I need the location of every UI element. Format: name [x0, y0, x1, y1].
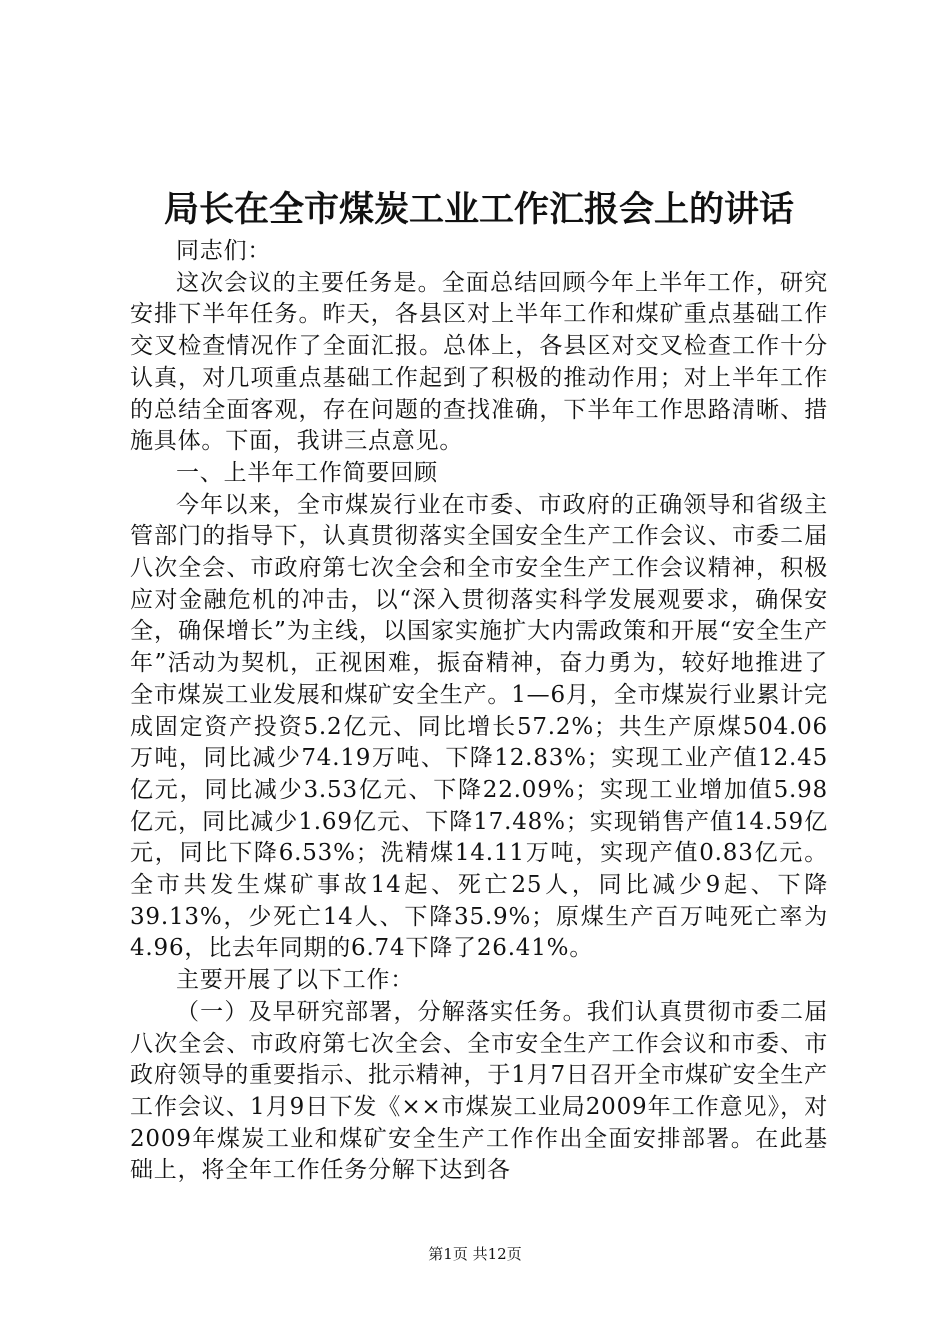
paragraph-intro: 这次会议的主要任务是。全面总结回顾今年上半年工作，研究安排下半年任务。昨天，各县区对上半年工作和煤矿重点基础工作交叉检查情况作了全面汇报。总体上，各县区对交叉检查工作十分认真，对几项重点基础工作起到了积极的推动作用；对上半年工作的总结全面客观，存在问题的查找准确，下半年工作思路清晰、措施具体。下面，我讲三点意见。	[130, 269, 828, 455]
page-number: 第1页 共12页	[428, 1245, 522, 1263]
document-body	[130, 236, 828, 1187]
salutation: 同志们：	[176, 238, 272, 264]
section-heading: 一、上半年工作简要回顾	[176, 459, 438, 486]
paragraph-review: 今年以来，全市煤炭行业在市委、市政府的正确领导和省级主管部门的指导下，认真贯彻落实全国安全生产工作会议、市委二届八次全会、市政府第七次全会和全市安全生产工作会议精神，积极应对金融危机的冲击，以“深入贯彻落实科学发展观要求，确保安全，确保增长”为主线，以国家实施扩大内需政策和开展“安全生产年”活动为契机，正视困难，振奋精神，奋力勇为，较好地推进了全市煤炭工业发展和煤矿安全生产。1—6月，全市煤炭行业累计完成固定资产投资5.2亿元、同比增长57.2%；共生产原煤504.06万吨，同比减少74.19万吨、下降12.83%；实现工业产值12.45亿元，同比减少3.53亿元、下降22.09%；实现工业增加值5.98亿元，同比减少1.69亿元、下降17.48%；实现销售产值14.59亿元，同比下降6.53%；洗精煤14.11万吨，实现产值0.83亿元。全市共发生煤矿事故14起、死亡25人，同比减少9起、下降39.13%，少死亡14人、下降35.9%；原煤生产百万吨死亡率为4.96，比去年同期的6.74下降了26.41%。	[130, 491, 828, 962]
paragraph-lead-in: 主要开展了以下工作：	[176, 967, 414, 994]
paragraph-item-1: （一）及早研究部署，分解落实任务。我们认真贯彻市委二届八次全会、市政府第七次全会、全市安全生产工作会议和市委、市政府领导的重要指示、批示精神，于1月7日召开全市煤矿安全生产工作会议、1月9日下发《××市煤炭工业局2009年工作意见》，对2009年煤炭工业和煤矿安全生产工作作出全面安排部署。在此基础上，将全年工作任务分解下达到各	[130, 998, 828, 1184]
page-title: 局长在全市煤炭工业工作汇报会上的讲话	[163, 189, 794, 230]
